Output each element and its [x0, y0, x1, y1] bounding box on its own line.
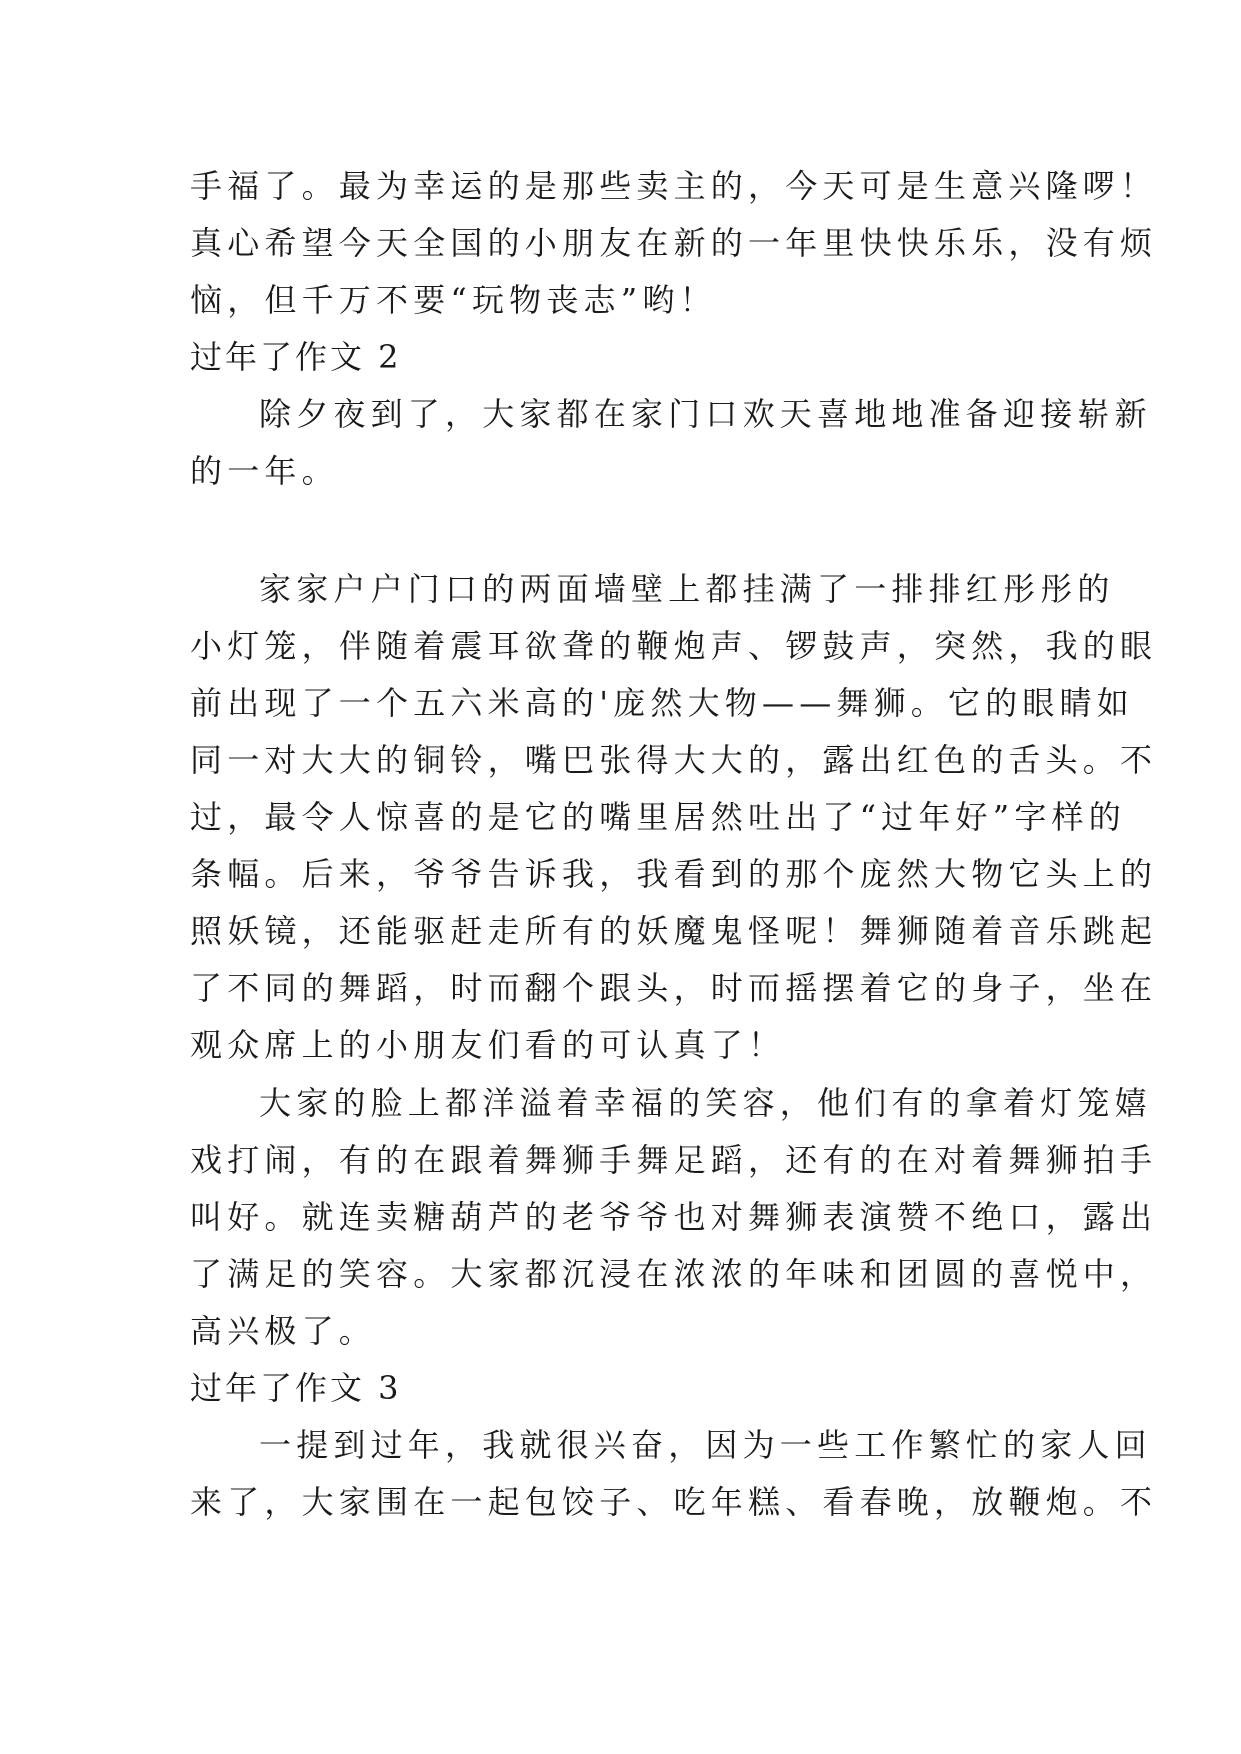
paragraph-line: 了不同的舞蹈，时而翻个跟头，时而摇摆着它的身子，坐在 [190, 969, 1158, 1007]
paragraph-line: 手福了。最为幸运的是那些卖主的，今天可是生意兴隆啰！ [190, 167, 1158, 205]
paragraph-line: 戏打闹，有的在跟着舞狮手舞足蹈，还有的在对着舞狮拍手 [190, 1141, 1158, 1179]
section-heading-essay-2: 过年了作文 2 [190, 338, 402, 376]
paragraph-line: 的一年。 [190, 452, 339, 490]
paragraph-line: 小灯笼，伴随着震耳欲聋的鞭炮声、锣鼓声，突然，我的眼 [190, 627, 1158, 665]
paragraph-line: 条幅。后来，爷爷告诉我，我看到的那个庞然大物它头上的 [190, 855, 1158, 893]
paragraph-line: 一提到过年，我就很兴奋，因为一些工作繁忙的家人回 [259, 1426, 1152, 1464]
paragraph-line: 过，最令人惊喜的是它的嘴里居然吐出了“过年好”字样的 [190, 798, 1126, 836]
paragraph-line: 大家的脸上都洋溢着幸福的笑容，他们有的拿着灯笼嬉 [259, 1084, 1152, 1122]
paragraph-line: 照妖镜，还能驱赶走所有的妖魔鬼怪呢！舞狮随着音乐跳起 [190, 912, 1158, 950]
paragraph-line: 观众席上的小朋友们看的可认真了！ [190, 1026, 786, 1064]
paragraph-line: 叫好。就连卖糖葫芦的老爷爷也对舞狮表演赞不绝口，露出 [190, 1198, 1158, 1236]
paragraph-line: 恼，但千万不要“玩物丧志”哟！ [190, 281, 717, 319]
paragraph-line: 真心希望今天全国的小朋友在新的一年里快快乐乐，没有烦 [190, 224, 1158, 262]
paragraph-line: 家家户户门口的两面墙壁上都挂满了一排排红彤彤的 [259, 570, 1115, 608]
paragraph-line: 除夕夜到了，大家都在家门口欢天喜地地准备迎接崭新 [259, 395, 1152, 433]
section-heading-essay-3: 过年了作文 3 [190, 1369, 402, 1407]
paragraph-line: 了满足的笑容。大家都沉浸在浓浓的年味和团圆的喜悦中， [190, 1255, 1158, 1293]
paragraph-line: 前出现了一个五六米高的'庞然大物——舞狮。它的眼睛如 [190, 684, 1134, 722]
paragraph-line: 同一对大大的铜铃，嘴巴张得大大的，露出红色的舌头。不 [190, 741, 1158, 779]
paragraph-line: 来了，大家围在一起包饺子、吃年糕、看春晚，放鞭炮。不 [190, 1483, 1158, 1521]
paragraph-line: 高兴极了。 [190, 1312, 377, 1350]
